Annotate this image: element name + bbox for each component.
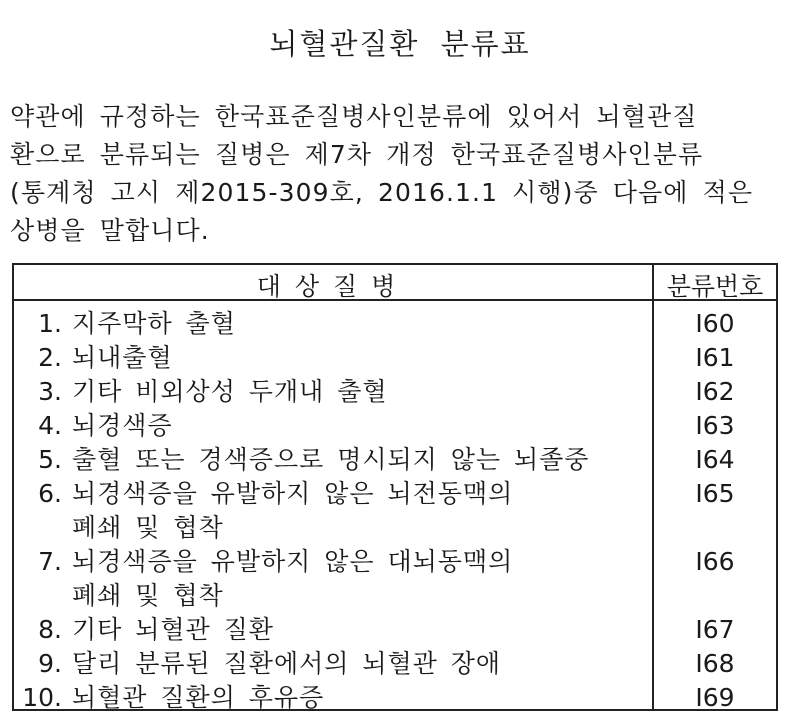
row-disease-name: 폐쇄 및 협착: [72, 513, 224, 542]
table-row: [14, 613, 776, 647]
row-number: 9.: [38, 649, 62, 678]
table-row: [14, 307, 776, 341]
row-disease-name: 기타 뇌혈관 질환: [72, 615, 274, 644]
row-disease-name: 지주막하 출혈: [72, 309, 236, 338]
row-code: I67: [695, 615, 735, 644]
row-code: I66: [695, 547, 735, 576]
row-disease-name: 출혈 또는 경색증으로 명시되지 않는 뇌졸중: [72, 445, 590, 474]
row-number: 7.: [38, 547, 62, 576]
classification-table: [12, 263, 778, 711]
intro-line: 약관에 규정하는 한국표준질병사인분류에 있어서 뇌혈관질: [10, 102, 698, 131]
table-row: [14, 647, 776, 681]
table-row: [14, 409, 776, 443]
row-number: 10.: [22, 683, 62, 712]
row-code: I68: [695, 649, 735, 678]
table-row: [14, 681, 776, 715]
table-header: [14, 265, 776, 301]
intro-line: (통계청 고시 제2015-309호, 2016.1.1 시행)중 다음에 적은: [10, 178, 754, 207]
row-disease-name: 뇌경색증을 유발하지 않은 대뇌동맥의: [72, 547, 514, 576]
header-code: 분류번호: [666, 272, 764, 301]
row-code: I69: [695, 683, 735, 712]
row-code: I64: [695, 445, 735, 474]
table-row: [14, 375, 776, 409]
row-number: 5.: [38, 445, 62, 474]
page-title: 뇌혈관질환 분류표: [269, 27, 531, 61]
intro-paragraph: [10, 98, 790, 250]
row-disease-name: 폐쇄 및 협착: [72, 581, 224, 610]
row-disease-name: 기타 비외상성 두개내 출혈: [72, 377, 388, 406]
row-number: 8.: [38, 615, 62, 644]
table-row: [14, 341, 776, 375]
table-row: [14, 545, 776, 613]
table-body: [14, 307, 776, 715]
row-code: I60: [695, 309, 735, 338]
row-code: I62: [695, 377, 735, 406]
row-code: I65: [695, 479, 735, 508]
row-number: 1.: [38, 309, 62, 338]
table-row: [14, 477, 776, 545]
row-number: 4.: [38, 411, 62, 440]
row-disease-name: 뇌내출혈: [72, 343, 173, 372]
header-disease: 대상질병: [256, 272, 410, 301]
row-code: I63: [695, 411, 735, 440]
row-disease-name: 뇌혈관 질환의 후유증: [72, 683, 325, 712]
intro-line: 환으로 분류되는 질병은 제7차 개정 한국표준질병사인분류: [10, 140, 704, 169]
row-disease-name: 뇌경색증: [72, 411, 173, 440]
row-number: 3.: [38, 377, 62, 406]
intro-line: 상병을 말합니다.: [10, 216, 210, 245]
table-row: [14, 443, 776, 477]
row-disease-name: 뇌경색증을 유발하지 않은 뇌전동맥의: [72, 479, 514, 508]
row-number: 2.: [38, 343, 62, 372]
row-number: 6.: [38, 479, 62, 508]
row-disease-name: 달리 분류된 질환에서의 뇌혈관 장애: [72, 649, 502, 678]
row-code: I61: [695, 343, 735, 372]
